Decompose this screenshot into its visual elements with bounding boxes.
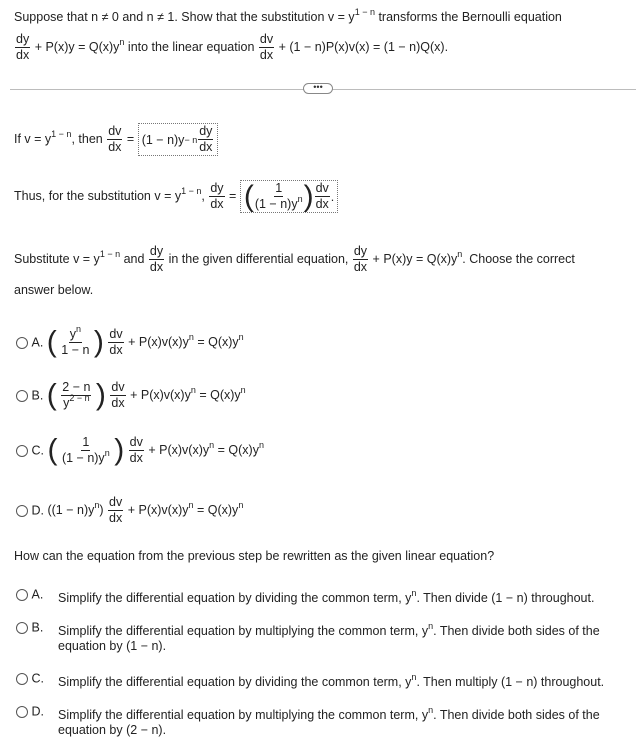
option-equation: + P(x)v(x)y [128, 334, 189, 349]
coefficient-fraction: $\frac{y^n}{1 - n}$ [61, 324, 90, 358]
dy-dx-fraction: $\frac{dy}{dx}$ [149, 244, 164, 275]
step-3-line-2: answer below. [14, 283, 94, 297]
step-2 [14, 180, 338, 213]
option-text: Simplify the differential equation by multiplying the common term, $y^n$. Then divide both sides of the equation by (1 − n). [58, 621, 600, 653]
coefficient-fraction: $\frac{2 - n}{y^{2 - n}}$ [62, 380, 91, 411]
dy-dx-fraction: $\frac{dy}{dx}$ [199, 124, 213, 155]
problem-text: into the linear equation [127, 39, 255, 54]
step-text: and [123, 251, 145, 266]
option-a[interactable] [16, 324, 244, 359]
problem-line-1 [14, 7, 562, 24]
option-letter: B. [31, 620, 44, 635]
linear-equation: + (1 − n)P(x)v(x) = (1 − n)Q(x). [278, 39, 449, 54]
option-letter: D. [31, 503, 44, 518]
option-letter: C. [31, 671, 44, 686]
step-3 [14, 245, 575, 274]
answer-box-dy-dx[interactable] [240, 180, 338, 213]
step-text: in the given differential equation, [168, 251, 349, 266]
more-button[interactable]: ••• [303, 83, 333, 94]
problem-text: Suppose that n ≠ 0 and n ≠ 1. Show that the substitution v = y [14, 10, 355, 24]
step-text: If v = y [14, 131, 52, 146]
step-text: Substitute v = y [14, 251, 100, 266]
equals-sign: = [229, 188, 237, 203]
right-paren: ) [303, 179, 314, 213]
exponent: n [188, 499, 194, 510]
option-text: Simplify the differential equation by dividing the common term, $y^n$. Then divide (1 − n) throughout. [58, 588, 595, 605]
dv-dx-fraction: $\frac{dv}{dx}$ [108, 124, 122, 155]
dy-dx-fraction: $\frac{dy}{dx}$ [16, 32, 30, 63]
exponent: n [119, 36, 125, 47]
radio-button[interactable] [16, 706, 28, 718]
option-letter: C. [31, 443, 44, 458]
option-letter: A. [31, 335, 44, 350]
option-text: Simplify the differential equation by dividing the common term, $y^n$. Then multiply (1 − n) throughout. [58, 672, 605, 689]
option-c[interactable] [16, 433, 264, 467]
option-letter: D. [31, 704, 44, 719]
exponent: n [188, 331, 194, 342]
option2-b[interactable] [16, 620, 600, 653]
option2-c[interactable] [16, 671, 605, 689]
right-paren: ) [114, 433, 125, 467]
dy-dx-fraction: $\frac{dy}{dx}$ [353, 244, 368, 275]
step-text: , then [71, 131, 103, 146]
step-text: . Choose the correct [462, 251, 575, 266]
option-b[interactable] [16, 378, 246, 412]
radio-button[interactable] [16, 622, 28, 634]
bernoulli-equation: + P(x)y = Q(x)y [34, 39, 120, 54]
exponent: n [258, 439, 264, 450]
option-equation: + P(x)v(x)y [148, 442, 210, 457]
option-letter: B. [31, 388, 44, 403]
option-equation: = Q(x)y [196, 502, 239, 517]
dv-dx-fraction: $\frac{dv}{dx}$ [111, 380, 125, 411]
period: . [330, 189, 335, 204]
option-equation: + P(x)v(x)y [127, 502, 189, 517]
dv-dx-fraction: $\frac{dv}{dx}$ [129, 435, 143, 466]
step-1 [14, 123, 218, 156]
option-d[interactable] [16, 496, 243, 525]
option-text: Simplify the differential equation by multiplying the common term, $y^n$. Then divide both sides of the equation by (2 − n). [58, 705, 600, 737]
option-equation: = Q(x)y [197, 334, 239, 349]
radio-button[interactable] [16, 337, 28, 349]
right-paren: ) [95, 378, 106, 412]
dv-dx-fraction: $\frac{dv}{dx}$ [315, 181, 329, 212]
problem-line-2 [14, 33, 448, 62]
radio-button[interactable] [16, 589, 28, 601]
equals-sign: = [126, 131, 135, 146]
coefficient-fraction: $\frac{1}{(1 - n)y^n}$ [61, 435, 110, 466]
radio-button[interactable] [16, 673, 28, 685]
exponent: n [238, 499, 244, 510]
option-equation: = Q(x)y [199, 387, 241, 402]
exponent: 1 − n [99, 248, 121, 259]
coefficient-fraction: $\frac{1}{(1 - n)y^n}$ [254, 181, 303, 212]
coefficient: ((1 − n)y [47, 502, 95, 517]
radio-button[interactable] [16, 390, 28, 402]
exponent: n [94, 499, 100, 510]
exponent: n [238, 331, 244, 342]
problem-text: transforms the Bernoulli equation [378, 10, 562, 24]
dv-dx-fraction: $\frac{dv}{dx}$ [109, 495, 123, 526]
option2-d[interactable] [16, 704, 600, 737]
left-paren: ( [46, 378, 57, 412]
option-letter: A. [31, 587, 44, 602]
right-paren: ) [93, 325, 104, 359]
answer-text: (1 − n)y [141, 132, 185, 147]
left-paren: ( [47, 433, 58, 467]
exponent: 1 − n [354, 7, 375, 17]
exponent: n [190, 384, 196, 395]
comma: , [201, 188, 205, 203]
radio-button[interactable] [16, 445, 28, 457]
option-equation: + P(x)v(x)y [130, 387, 191, 402]
exponent: n [240, 384, 246, 395]
left-paren: ( [46, 325, 57, 359]
dy-dx-fraction: $\frac{dy}{dx}$ [210, 181, 224, 212]
exponent: n [457, 248, 463, 259]
bernoulli-equation: + P(x)y = Q(x)y [372, 251, 458, 266]
exponent: n [209, 439, 215, 450]
radio-button[interactable] [16, 505, 28, 517]
coefficient: ) [99, 502, 104, 517]
exponent: 1 − n [181, 185, 202, 196]
option-equation: = Q(x)y [217, 442, 259, 457]
answer-box-dv-dx[interactable]: (1 − n)y − n $\frac{dy}{dx}$ [138, 123, 219, 156]
option2-a[interactable] [16, 587, 595, 605]
dv-dx-fraction: $\frac{dv}{dx}$ [259, 32, 274, 63]
question-2: How can the equation from the previous step be rewritten as the given linear equation? [14, 549, 495, 563]
step-text: Thus, for the substitution v = y [14, 188, 182, 203]
dv-dx-fraction: $\frac{dv}{dx}$ [109, 327, 123, 358]
exponent: 1 − n [51, 128, 72, 139]
left-paren: ( [243, 179, 254, 213]
